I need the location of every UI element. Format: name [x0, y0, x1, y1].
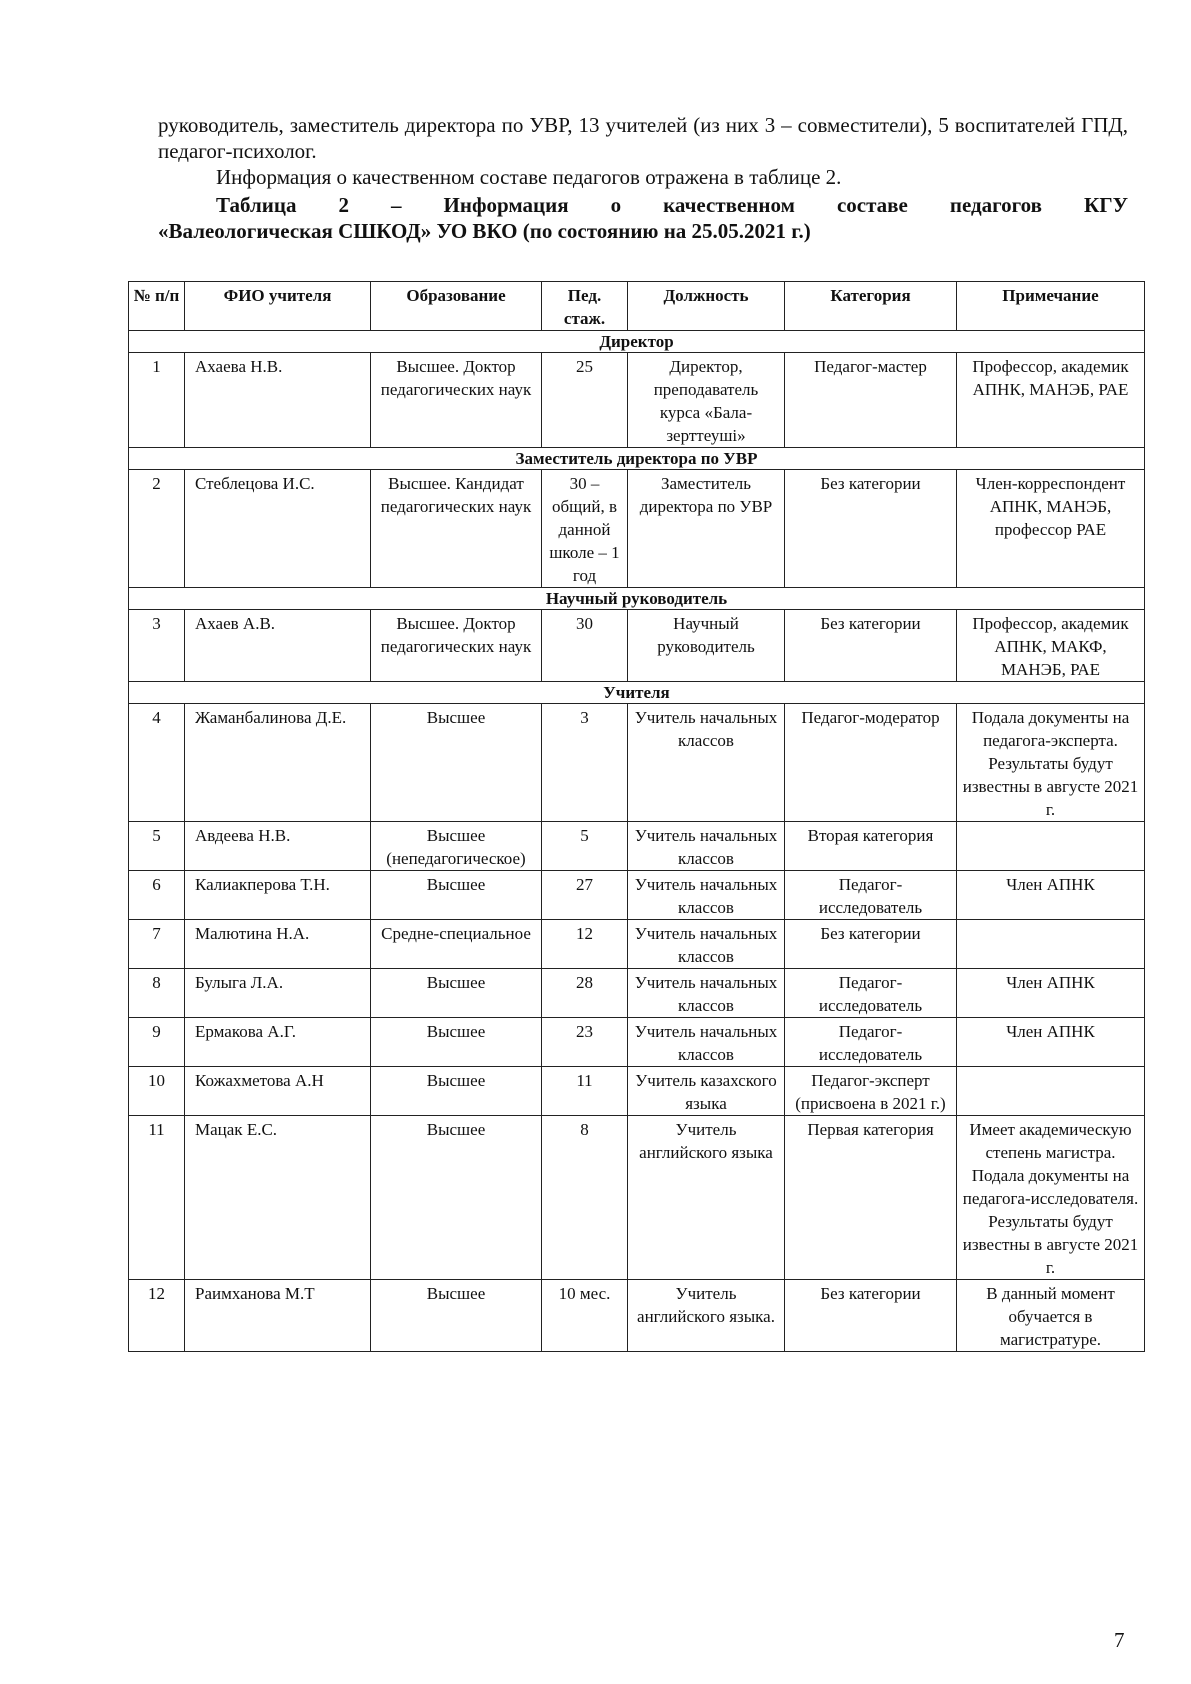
table-row — [129, 1116, 1145, 1280]
cell-name: Ахаева Н.В. — [185, 353, 371, 448]
cell-note — [957, 920, 1145, 969]
cell-number: 6 — [129, 871, 185, 920]
cell-note: Подала документы на педагога-эксперта. Результаты будут известны в августе 2021 г. — [957, 704, 1145, 822]
cell-education: Высшее — [371, 1280, 542, 1352]
section-row — [129, 682, 1145, 704]
cell-number: 11 — [129, 1116, 185, 1280]
cell-name: Раимханова М.Т — [185, 1280, 371, 1352]
cell-name: Жаманбалинова Д.Е. — [185, 704, 371, 822]
cell-experience: 27 — [542, 871, 628, 920]
cell-education: Высшее — [371, 704, 542, 822]
cell-number: 3 — [129, 610, 185, 682]
table-row — [129, 353, 1145, 448]
table-row — [129, 920, 1145, 969]
cell-note — [957, 1067, 1145, 1116]
cell-experience: 30 – общий, в данной школе – 1 год — [542, 470, 628, 588]
table-row — [129, 610, 1145, 682]
intro-sentence: Информация о качественном составе педагогов отражена в таблице 2. — [216, 165, 842, 189]
cell-category: Педагог-эксперт (присвоена в 2021 г.) — [785, 1067, 957, 1116]
header-category: Категория — [785, 282, 957, 331]
cell-note: Член АПНК — [957, 871, 1145, 920]
cell-note: Профессор, академик АПНК, МАКФ, МАНЭБ, РАЕ — [957, 610, 1145, 682]
cell-name: Малютина Н.А. — [185, 920, 371, 969]
header-experience: Пед. стаж. — [542, 282, 628, 331]
cell-experience: 11 — [542, 1067, 628, 1116]
cell-note — [957, 822, 1145, 871]
page-number: 7 — [1114, 1628, 1125, 1652]
cell-experience: 23 — [542, 1018, 628, 1067]
cell-experience: 28 — [542, 969, 628, 1018]
cell-name: Булыга Л.А. — [185, 969, 371, 1018]
cell-name: Стеблецова И.С. — [185, 470, 371, 588]
cell-position: Учитель казахского языка — [628, 1067, 785, 1116]
cell-education: Средне-специальное — [371, 920, 542, 969]
cell-category: Педагог-исследователь — [785, 969, 957, 1018]
table-caption-line1: Таблица 2 – Информация о качественном составе педагогов КГУ — [216, 193, 1128, 217]
cell-category: Без категории — [785, 1280, 957, 1352]
cell-position: Учитель начальных классов — [628, 920, 785, 969]
section-title: Научный руководитель — [129, 588, 1145, 610]
section-title: Заместитель директора по УВР — [129, 448, 1145, 470]
cell-category: Без категории — [785, 470, 957, 588]
cell-category: Педагог-мастер — [785, 353, 957, 448]
cell-note: Профессор, академик АПНК, МАНЭБ, РАЕ — [957, 353, 1145, 448]
cell-category: Педагог-исследователь — [785, 1018, 957, 1067]
cell-number: 12 — [129, 1280, 185, 1352]
cell-education: Высшее — [371, 871, 542, 920]
table-body — [129, 331, 1145, 1352]
section-row — [129, 331, 1145, 353]
cell-experience: 8 — [542, 1116, 628, 1280]
cell-experience: 30 — [542, 610, 628, 682]
cell-position: Директор, преподаватель курса «Бала-зерттеушi» — [628, 353, 785, 448]
cell-note: В данный момент обучается в магистратуре. — [957, 1280, 1145, 1352]
cell-category: Педагог-модератор — [785, 704, 957, 822]
cell-education: Высшее. Кандидат педагогических наук — [371, 470, 542, 588]
cell-note: Член-корреспондент АПНК, МАНЭБ, профессор РАЕ — [957, 470, 1145, 588]
table-row — [129, 871, 1145, 920]
cell-number: 8 — [129, 969, 185, 1018]
table-row — [129, 704, 1145, 822]
cell-position: Учитель начальных классов — [628, 969, 785, 1018]
table-row — [129, 1067, 1145, 1116]
section-title: Директор — [129, 331, 1145, 353]
section-title: Учителя — [129, 682, 1145, 704]
cell-number: 2 — [129, 470, 185, 588]
intro-paragraph: руководитель, заместитель директора по УВР, 13 учителей (из них 3 – совместители), 5 воспитателей ГПД, педагог-психолог. — [158, 113, 1128, 163]
cell-position: Научный руководитель — [628, 610, 785, 682]
table-row — [129, 470, 1145, 588]
cell-name: Ермакова А.Г. — [185, 1018, 371, 1067]
cell-note: Имеет академическую степень магистра. Подала документы на педагога-исследователя. Результаты будут известны в августе 2021 г. — [957, 1116, 1145, 1280]
cell-education: Высшее — [371, 969, 542, 1018]
cell-note: Член АПНК — [957, 1018, 1145, 1067]
cell-name: Ахаев А.В. — [185, 610, 371, 682]
cell-number: 1 — [129, 353, 185, 448]
cell-position: Учитель английского языка — [628, 1116, 785, 1280]
table-header-row — [129, 282, 1145, 331]
cell-number: 9 — [129, 1018, 185, 1067]
table-row — [129, 822, 1145, 871]
cell-name: Кожахметова А.Н — [185, 1067, 371, 1116]
cell-position: Учитель начальных классов — [628, 1018, 785, 1067]
header-note: Примечание — [957, 282, 1145, 331]
cell-position: Учитель начальных классов — [628, 822, 785, 871]
cell-experience: 5 — [542, 822, 628, 871]
cell-name: Калиакперова Т.Н. — [185, 871, 371, 920]
cell-name: Мацак Е.С. — [185, 1116, 371, 1280]
table-row — [129, 1018, 1145, 1067]
cell-category: Без категории — [785, 920, 957, 969]
header-number: № п/п — [129, 282, 185, 331]
cell-position: Заместитель директора по УВР — [628, 470, 785, 588]
table-row — [129, 969, 1145, 1018]
intro-text — [158, 112, 1128, 244]
cell-experience: 25 — [542, 353, 628, 448]
cell-education: Высшее. Доктор педагогических наук — [371, 610, 542, 682]
cell-position: Учитель английского языка. — [628, 1280, 785, 1352]
cell-category: Вторая категория — [785, 822, 957, 871]
cell-note: Член АПНК — [957, 969, 1145, 1018]
cell-position: Учитель начальных классов — [628, 871, 785, 920]
table-row — [129, 1280, 1145, 1352]
header-position: Должность — [628, 282, 785, 331]
header-education: Образование — [371, 282, 542, 331]
cell-number: 5 — [129, 822, 185, 871]
cell-experience: 3 — [542, 704, 628, 822]
cell-education: Высшее — [371, 1018, 542, 1067]
cell-name: Авдеева Н.В. — [185, 822, 371, 871]
cell-category: Без категории — [785, 610, 957, 682]
cell-education: Высшее. Доктор педагогических наук — [371, 353, 542, 448]
table-caption-line2: «Валеологическая СШКОД» УО ВКО (по состоянию на 25.05.2021 г.) — [158, 219, 811, 243]
cell-number: 4 — [129, 704, 185, 822]
cell-number: 10 — [129, 1067, 185, 1116]
cell-position: Учитель начальных классов — [628, 704, 785, 822]
cell-number: 7 — [129, 920, 185, 969]
cell-education: Высшее — [371, 1116, 542, 1280]
staff-table — [128, 281, 1145, 1352]
header-name: ФИО учителя — [185, 282, 371, 331]
cell-experience: 10 мес. — [542, 1280, 628, 1352]
section-row — [129, 448, 1145, 470]
cell-education: Высшее — [371, 1067, 542, 1116]
cell-category: Педагог-исследователь — [785, 871, 957, 920]
section-row — [129, 588, 1145, 610]
cell-category: Первая категория — [785, 1116, 957, 1280]
cell-education: Высшее (непедагогическое) — [371, 822, 542, 871]
cell-experience: 12 — [542, 920, 628, 969]
